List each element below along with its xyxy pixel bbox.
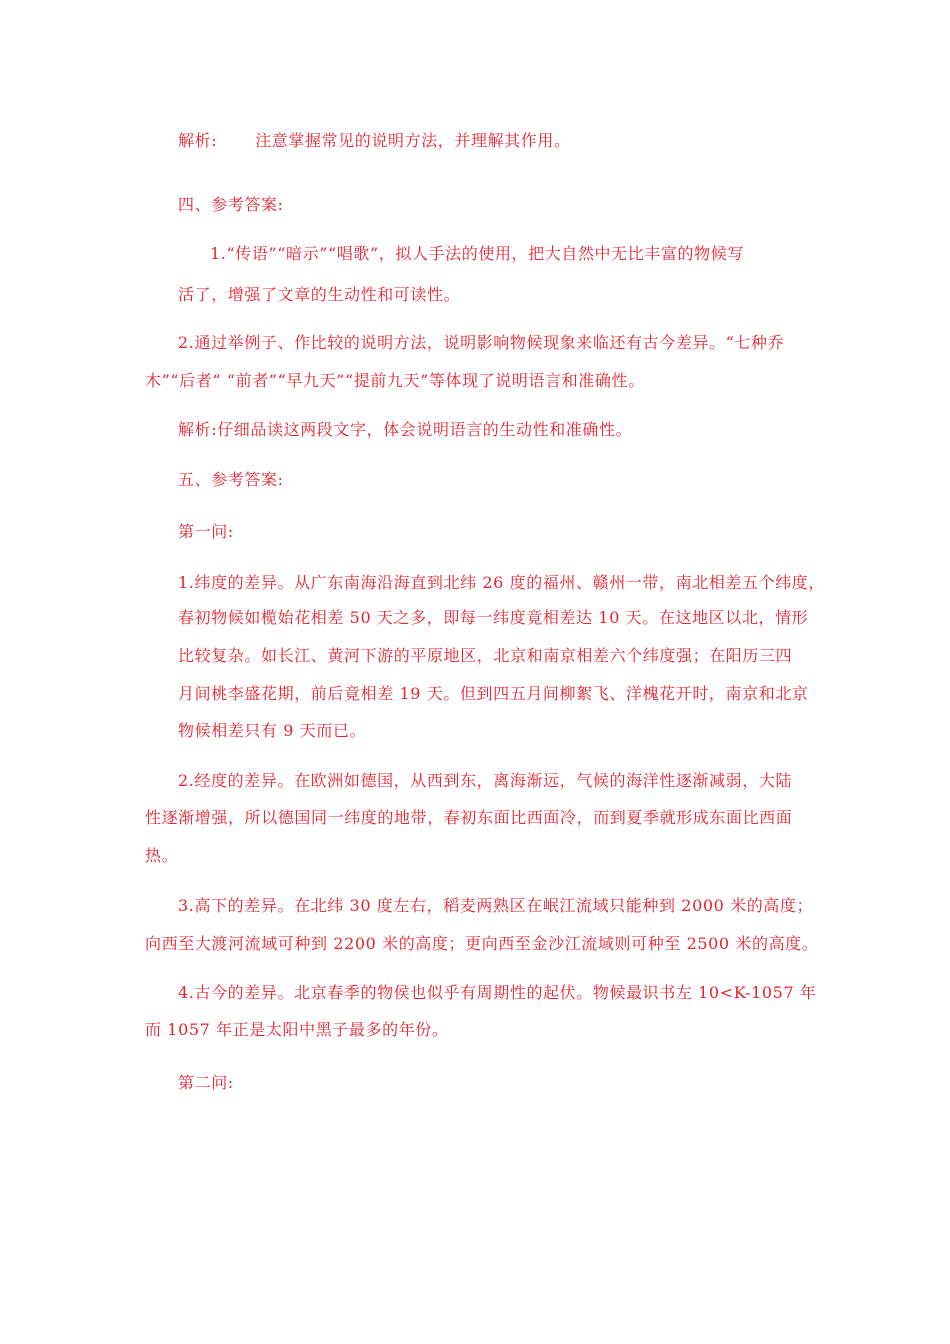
analysis-text: 注意掌握常见的说明方法，并理解其作用。 — [255, 131, 571, 150]
analysis-label: 解析: — [178, 131, 218, 150]
answer-4-line-1: 4.古今的差异。北京春季的物侯也似乎有周期性的起伏。物候最识书左 10<K-1057 年 — [178, 983, 817, 1002]
answer-3-line-2: 向西至大渡河流域可种到 2200 米的高度；更向西至金沙江流域则可种至 2500 米的高度。 — [145, 934, 819, 953]
sub-question-2: 第二问: — [178, 1073, 234, 1092]
analysis-line-2: 解析:仔细品读这两段文字，体会说明语言的生动性和准确性。 — [178, 420, 633, 439]
answer-4-item-1-line-2: 活了，增强了文章的生动性和可读性。 — [178, 285, 461, 304]
answer-2-line-2: 性逐渐增强，所以德国同一纬度的地带，春初东面比西面冷，而到夏季就形成东面比西面 — [145, 808, 793, 827]
answer-1-line-1: 1.纬度的差异。从广东南海沿海直到北纬 26 度的福州、赣州一带，南北相差五个纬度， — [178, 573, 825, 592]
answer-1-line-4: 月间桃李盛花期，前后竟相差 19 天。但到四五月间柳絮飞、洋槐花开时，南京和北京 — [178, 684, 809, 703]
answer-4-item-2-line-1: 2.通过举例子、作比较的说明方法，说明影响物候现象来临还有古今差异。“七种乔 — [178, 333, 785, 352]
answer-4-item-1-line-1: 1.“传语”“暗示”“唱歌”，拟人手法的使用，把大自然中无比丰富的物候写 — [210, 244, 744, 263]
answer-2-line-3: 热。 — [145, 846, 179, 865]
answer-2-line-1: 2.经度的差异。在欧洲如德国，从西到东，离海渐远，气候的海洋性逐渐减弱，大陆 — [178, 771, 793, 790]
answer-4-line-2: 而 1057 年正是太阳中黑子最多的年份。 — [145, 1020, 449, 1039]
section-heading-4: 四、参考答案: — [178, 195, 284, 214]
answer-1-line-3: 比较复杂。如长江、黄河下游的平原地区，北京和南京相差六个纬度强；在阳历三四 — [178, 646, 793, 665]
answer-3-line-1: 3.高下的差异。在北纬 30 度左右，稻麦两熟区在岷江流域只能种到 2000 米的高度； — [178, 896, 814, 915]
answer-4-item-2-line-2: 木”“后者“ “前者”“早九天”“提前九天”等体现了说明语言和准确性。 — [145, 371, 645, 390]
analysis-line-1 — [178, 131, 571, 151]
sub-question-1: 第一问: — [178, 522, 234, 541]
answer-1-line-5: 物候相差只有 9 天而已。 — [178, 721, 367, 740]
answer-1-line-2: 春初物候如榄始花相差 50 天之多，即每一纬度竟相差达 10 天。在这地区以北，情形 — [178, 608, 809, 627]
section-heading-5: 五、参考答案: — [178, 470, 284, 489]
